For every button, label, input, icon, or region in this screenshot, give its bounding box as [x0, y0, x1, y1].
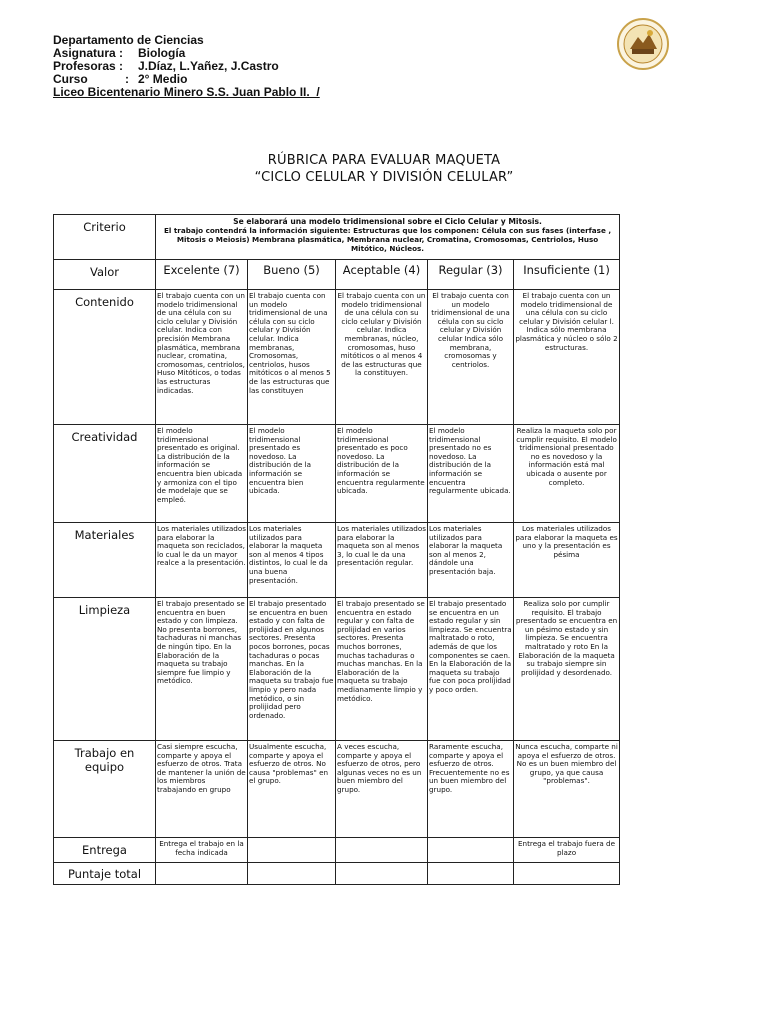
department-text: Departamento de Ciencias [53, 33, 204, 47]
cell-limpieza-aceptable: El trabajo presentado se encuentra en estado regular y con falta de prolijidad en varios sectores. Presenta muchos borrones, muchas tachaduras o muchas manchas. En la Elaboración de la maqueta su trabajo medianamente limpio y metódico. [336, 598, 428, 741]
course-colon: : [125, 72, 129, 86]
cell-entrega-bueno [248, 838, 336, 863]
cell-equipo-excelente: Casi siempre escucha, comparte y apoya el esfuerzo de otros. Trata de mantener la unión de los miembros trabajando en grupo [156, 741, 248, 838]
cell-contenido-insuficiente: El trabajo cuenta con un modelo tridimensional de una célula con su ciclo celular y División celular l. Indica sólo membrana plasmática y núcleo o sólo 2 estructuras. [514, 290, 620, 425]
levels-row [54, 260, 620, 290]
criterio-label: Criterio [54, 215, 156, 260]
valor-label: Valor [54, 260, 156, 290]
cell-creatividad-aceptable: El modelo tridimensional presentado es poco novedoso. La distribución de la información se encuentra regularmente ubicada. [336, 425, 428, 523]
criterion-entrega: Entrega [54, 838, 156, 863]
criterion-limpieza: Limpieza [54, 598, 156, 741]
cell-limpieza-regular: El trabajo presentado se encuentra en un estado regular y sin limpieza. Se encuentra maltratado o roto, además de que los componentes se caen. En la Elaboración de la maqueta su trabajo fue con poca prolijidad y poco orden. [428, 598, 514, 741]
cell-contenido-excelente: El trabajo cuenta con un modelo tridimensional de una célula con su ciclo celular y División celular. Indica con precisión Membrana plasmática, membrana nuclear, cromatina, cromosomas, centriolos, Huso Mitóticos, o todas las estructuras indicadas. [156, 290, 248, 425]
subject-label: Asignatura : [53, 46, 124, 60]
cell-creatividad-insuficiente: Realiza la maqueta solo por cumplir requisito. El modelo tridimensional presentado no es novedoso y la información está mal ubicada o ausente por completo. [514, 425, 620, 523]
cell-materiales-regular: Los materiales utilizados para elaborar la maqueta son al menos 2, dándole una presentación baja. [428, 523, 514, 598]
title-line-2: “CICLO CELULAR Y DIVISIÓN CELULAR” [254, 170, 514, 185]
puntaje-total-label: Puntaje total [54, 863, 156, 885]
row-contenido [54, 290, 620, 425]
document-title [0, 152, 768, 186]
cell-equipo-insuficiente: Nunca escucha, comparte ni apoya el esfuerzo de otros. No es un buen miembro del grupo, ya que causa "problemas". [514, 741, 620, 838]
criterion-contenido: Contenido [54, 290, 156, 425]
puntaje-cell-2 [248, 863, 336, 885]
subject-value: Biología [138, 46, 186, 60]
description-line-2: El trabajo contendrá la información siguiente: Estructuras que los componen: Célula con sus fases (interfase , Mitosis o Meiosis) Membrana plasmática, Membrana nuclear, Cromatina, Cromosomas, Centriolos, Huso Mitótico, Núcleos. [164, 226, 612, 253]
puntaje-cell-1 [156, 863, 248, 885]
school-name: Liceo Bicentenario Minero S.S. Juan Pablo II. / [53, 85, 320, 99]
cell-limpieza-bueno: El trabajo presentado se encuentra en buen estado y con falta de prolijidad en algunos sectores. Presenta pocos borrones, pocas tachaduras o pocas manchas. En la Elaboración de la maqueta su trabajo fue limpio y pero nada metódico, o sin prolijidad pero ordenado. [248, 598, 336, 741]
cell-equipo-regular: Raramente escucha, comparte y apoya el esfuerzo de otros. Frecuentemente no es un buen miembro del grupo. [428, 741, 514, 838]
assignment-description [156, 215, 620, 260]
cell-materiales-aceptable: Los materiales utilizados para elaborar la maqueta son al menos 3, lo cual le da una presentación regular. [336, 523, 428, 598]
cell-entrega-excelente: Entrega el trabajo en la fecha indicada [156, 838, 248, 863]
teachers-value: J.Díaz, L.Yañez, J.Castro [138, 59, 279, 73]
school-logo-icon [616, 17, 670, 71]
level-aceptable: Aceptable (4) [336, 260, 428, 290]
cell-contenido-bueno: El trabajo cuenta con un modelo tridimensional de una célula con su ciclo celular y División celular. Indica membranas, Cromosomas, centriolos, husos mitóticos o al menos 5 de las estructuras que las constituyen [248, 290, 336, 425]
level-regular: Regular (3) [428, 260, 514, 290]
level-excelente: Excelente (7) [156, 260, 248, 290]
level-bueno: Bueno (5) [248, 260, 336, 290]
cell-entrega-insuficiente: Entrega el trabajo fuera de plazo [514, 838, 620, 863]
cell-contenido-regular: El trabajo cuenta con un modelo tridimensional de una célula con su ciclo celular y División celular Indica sólo membrana, cromosomas y centriolos. [428, 290, 514, 425]
level-insuficiente: Insuficiente (1) [514, 260, 620, 290]
cell-materiales-excelente: Los materiales utilizados para elaborar la maqueta son reciclados, lo cual le da un mayor realce a la presentación. [156, 523, 248, 598]
rubric-table [53, 214, 620, 885]
cell-creatividad-regular: El modelo tridimensional presentado no es novedoso. La distribución de la información se encuentra regularmente ubicada. [428, 425, 514, 523]
row-entrega [54, 838, 620, 863]
cell-limpieza-insuficiente: Realiza solo por cumplir requisito. El trabajo presentado se encuentra en un pésimo estado y sin limpieza. Se encuentra maltratado y roto En la Elaboración de la maqueta su trabajo siempre sin prolijidad y desordenado. [514, 598, 620, 741]
puntaje-cell-5 [514, 863, 620, 885]
cell-creatividad-bueno: El modelo tridimensional presentado es novedoso. La distribución de la información se encuentra bien ubicada. [248, 425, 336, 523]
cell-entrega-aceptable [336, 838, 428, 863]
cell-contenido-aceptable: El trabajo cuenta con un modelo tridimensional de una célula con su ciclo celular y División celular. Indica membranas, núcleo, cromosomas, huso mitóticos o al menos 4 de las estructuras que la constituyen. [336, 290, 428, 425]
row-limpieza [54, 598, 620, 741]
puntaje-cell-3 [336, 863, 428, 885]
row-materiales [54, 523, 620, 598]
cell-materiales-insuficiente: Los materiales utilizados para elaborar la maqueta es uno y la presentación es pésima [514, 523, 620, 598]
school-line [53, 86, 320, 99]
cell-limpieza-excelente: El trabajo presentado se encuentra en buen estado y con limpieza. No presenta borrones, tachaduras ni manchas de ningún tipo. En la Elaboración de la maqueta su trabajo siempre fue limpio y metódico. [156, 598, 248, 741]
cell-materiales-bueno: Los materiales utilizados para elaborar la maqueta son al menos 4 tipos distintos, lo cual le da una buena presentación. [248, 523, 336, 598]
header-row [54, 215, 620, 260]
cell-equipo-aceptable: A veces escucha, comparte y apoya el esfuerzo de otros, pero algunas veces no es un buen miembro del grupo. [336, 741, 428, 838]
document-header [53, 34, 320, 99]
row-creatividad [54, 425, 620, 523]
course-label: Curso [53, 72, 88, 86]
puntaje-cell-4 [428, 863, 514, 885]
row-trabajo-en-equipo [54, 741, 620, 838]
course-value: 2° Medio [138, 72, 188, 86]
teachers-label: Profesoras : [53, 59, 124, 73]
criterion-trabajo-en-equipo: Trabajo en equipo [54, 741, 156, 838]
criterion-creatividad: Creatividad [54, 425, 156, 523]
row-puntaje-total [54, 863, 620, 885]
cell-creatividad-excelente: El modelo tridimensional presentado es original. La distribución de la información se encuentra bien ubicada y armoniza con el tipo de modelaje que se empleó. [156, 425, 248, 523]
cell-entrega-regular [428, 838, 514, 863]
title-line-1: RÚBRICA PARA EVALUAR MAQUETA [267, 153, 501, 168]
criterion-materiales: Materiales [54, 523, 156, 598]
description-line-1: Se elaborará una modelo tridimensional sobre el Ciclo Celular y Mitosis. [233, 217, 542, 226]
cell-equipo-bueno: Usualmente escucha, comparte y apoya el esfuerzo de otros. No causa "problemas" en el grupo. [248, 741, 336, 838]
